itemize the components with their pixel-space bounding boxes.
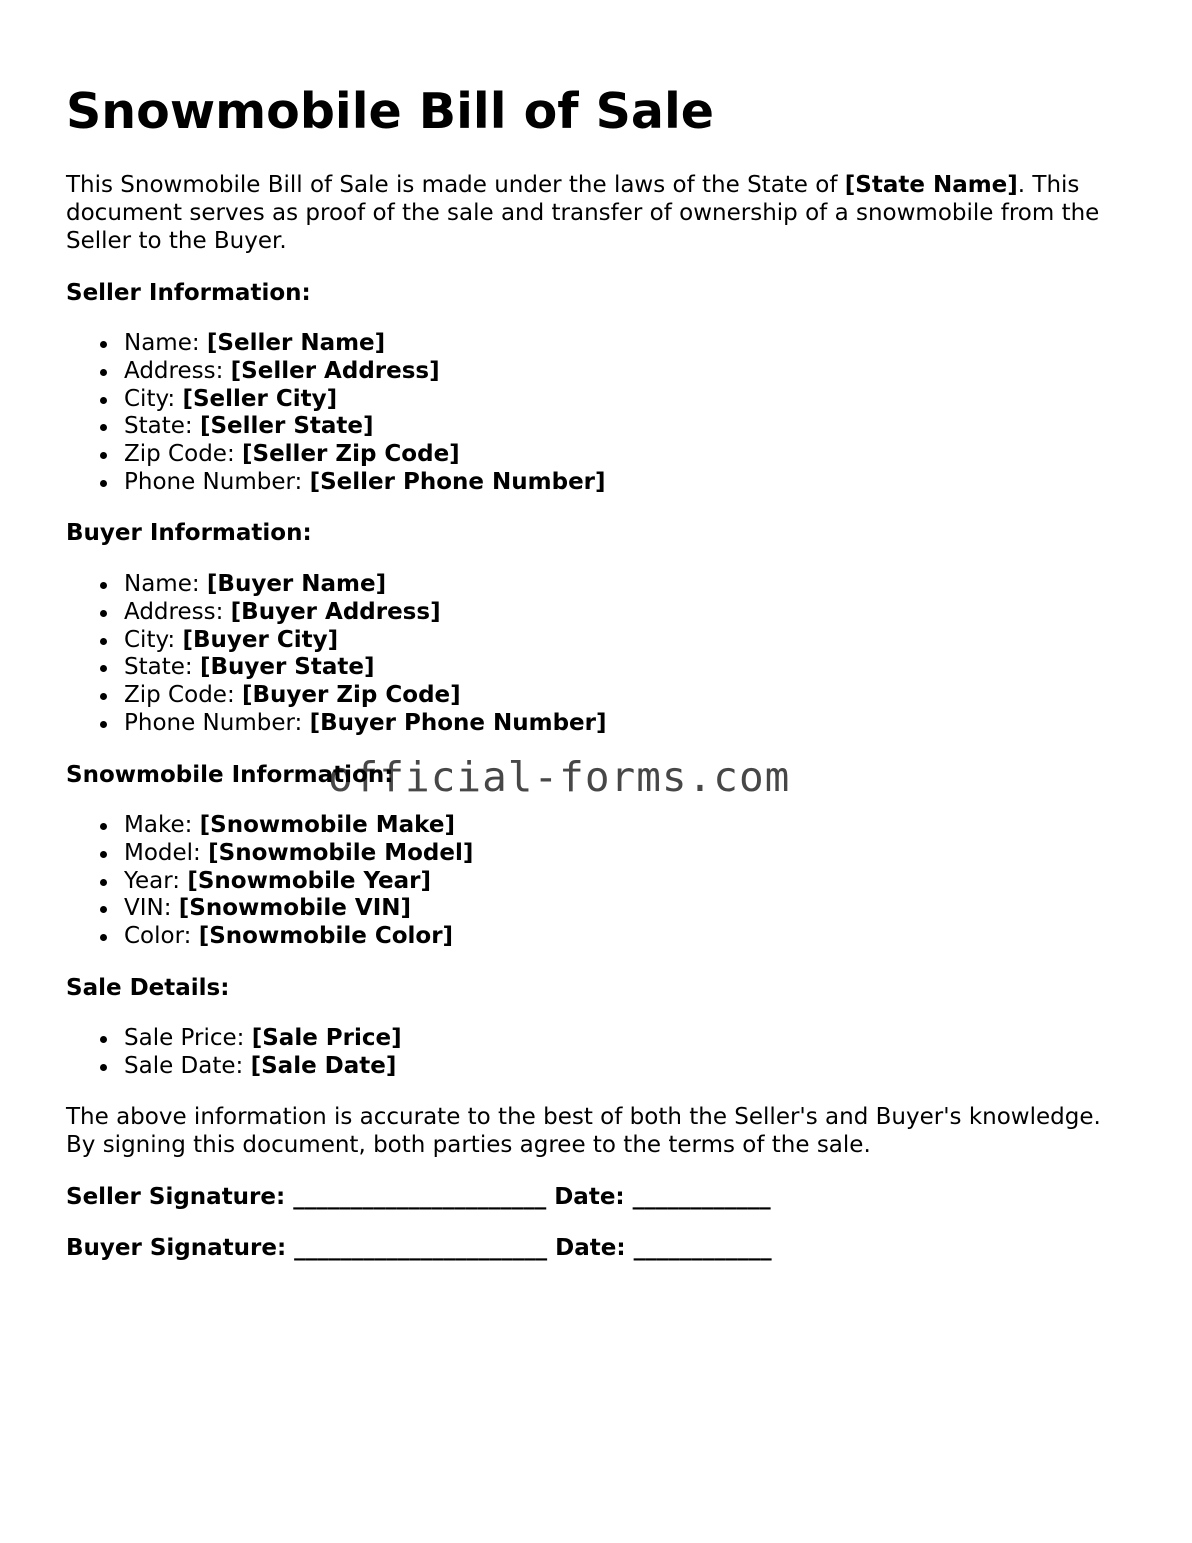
list-item: Name: [Seller Name]	[66, 330, 606, 358]
watermark-text: official-forms.com	[328, 753, 791, 801]
sale-heading: Sale Details:	[66, 975, 230, 1001]
list-item: Name: [Buyer Name]	[66, 571, 607, 599]
buyer-list	[66, 571, 607, 738]
list-item: Zip Code: [Seller Zip Code]	[66, 441, 606, 469]
list-item: Address: [Buyer Address]	[66, 599, 607, 627]
buyer-heading: Buyer Information:	[66, 520, 312, 546]
list-item: State: [Buyer State]	[66, 654, 607, 682]
list-item: Zip Code: [Buyer Zip Code]	[66, 682, 607, 710]
list-item: VIN: [Snowmobile VIN]	[66, 895, 473, 923]
sale-list	[66, 1025, 402, 1081]
list-item: Year: [Snowmobile Year]	[66, 868, 473, 896]
seller-signature-line: Seller Signature: ______________________ Date: ____________	[66, 1184, 771, 1210]
list-item: Phone Number: [Buyer Phone Number]	[66, 710, 607, 738]
intro-state-placeholder: [State Name]	[844, 172, 1018, 198]
list-item: City: [Buyer City]	[66, 627, 607, 655]
buyer-signature-line: Buyer Signature: ______________________ Date: ____________	[66, 1235, 772, 1261]
list-item: City: [Seller City]	[66, 386, 606, 414]
seller-heading: Seller Information:	[66, 280, 311, 306]
page-title: Snowmobile Bill of Sale	[66, 83, 715, 140]
seller-list	[66, 330, 606, 497]
intro-text-before: This Snowmobile Bill of Sale is made under the laws of the State of	[66, 172, 845, 198]
snowmobile-list	[66, 812, 473, 951]
list-item: Make: [Snowmobile Make]	[66, 812, 473, 840]
list-item: Address: [Seller Address]	[66, 358, 606, 386]
list-item: Sale Date: [Sale Date]	[66, 1053, 402, 1081]
list-item: State: [Seller State]	[66, 413, 606, 441]
intro-paragraph	[66, 172, 1136, 255]
intro-text-after: . This document serves as proof of the sale and transfer of ownership of a snowmobile from the Seller to the Buyer.	[66, 172, 1100, 254]
list-item: Color: [Snowmobile Color]	[66, 923, 473, 951]
snowmobile-heading: Snowmobile Information:	[66, 762, 394, 788]
list-item: Sale Price: [Sale Price]	[66, 1025, 402, 1053]
list-item: Phone Number: [Seller Phone Number]	[66, 469, 606, 497]
list-item: Model: [Snowmobile Model]	[66, 840, 473, 868]
closing-paragraph: The above information is accurate to the best of both the Seller's and Buyer's knowledge. By signing this document, both parties agree to the terms of the sale.	[66, 1104, 1101, 1158]
